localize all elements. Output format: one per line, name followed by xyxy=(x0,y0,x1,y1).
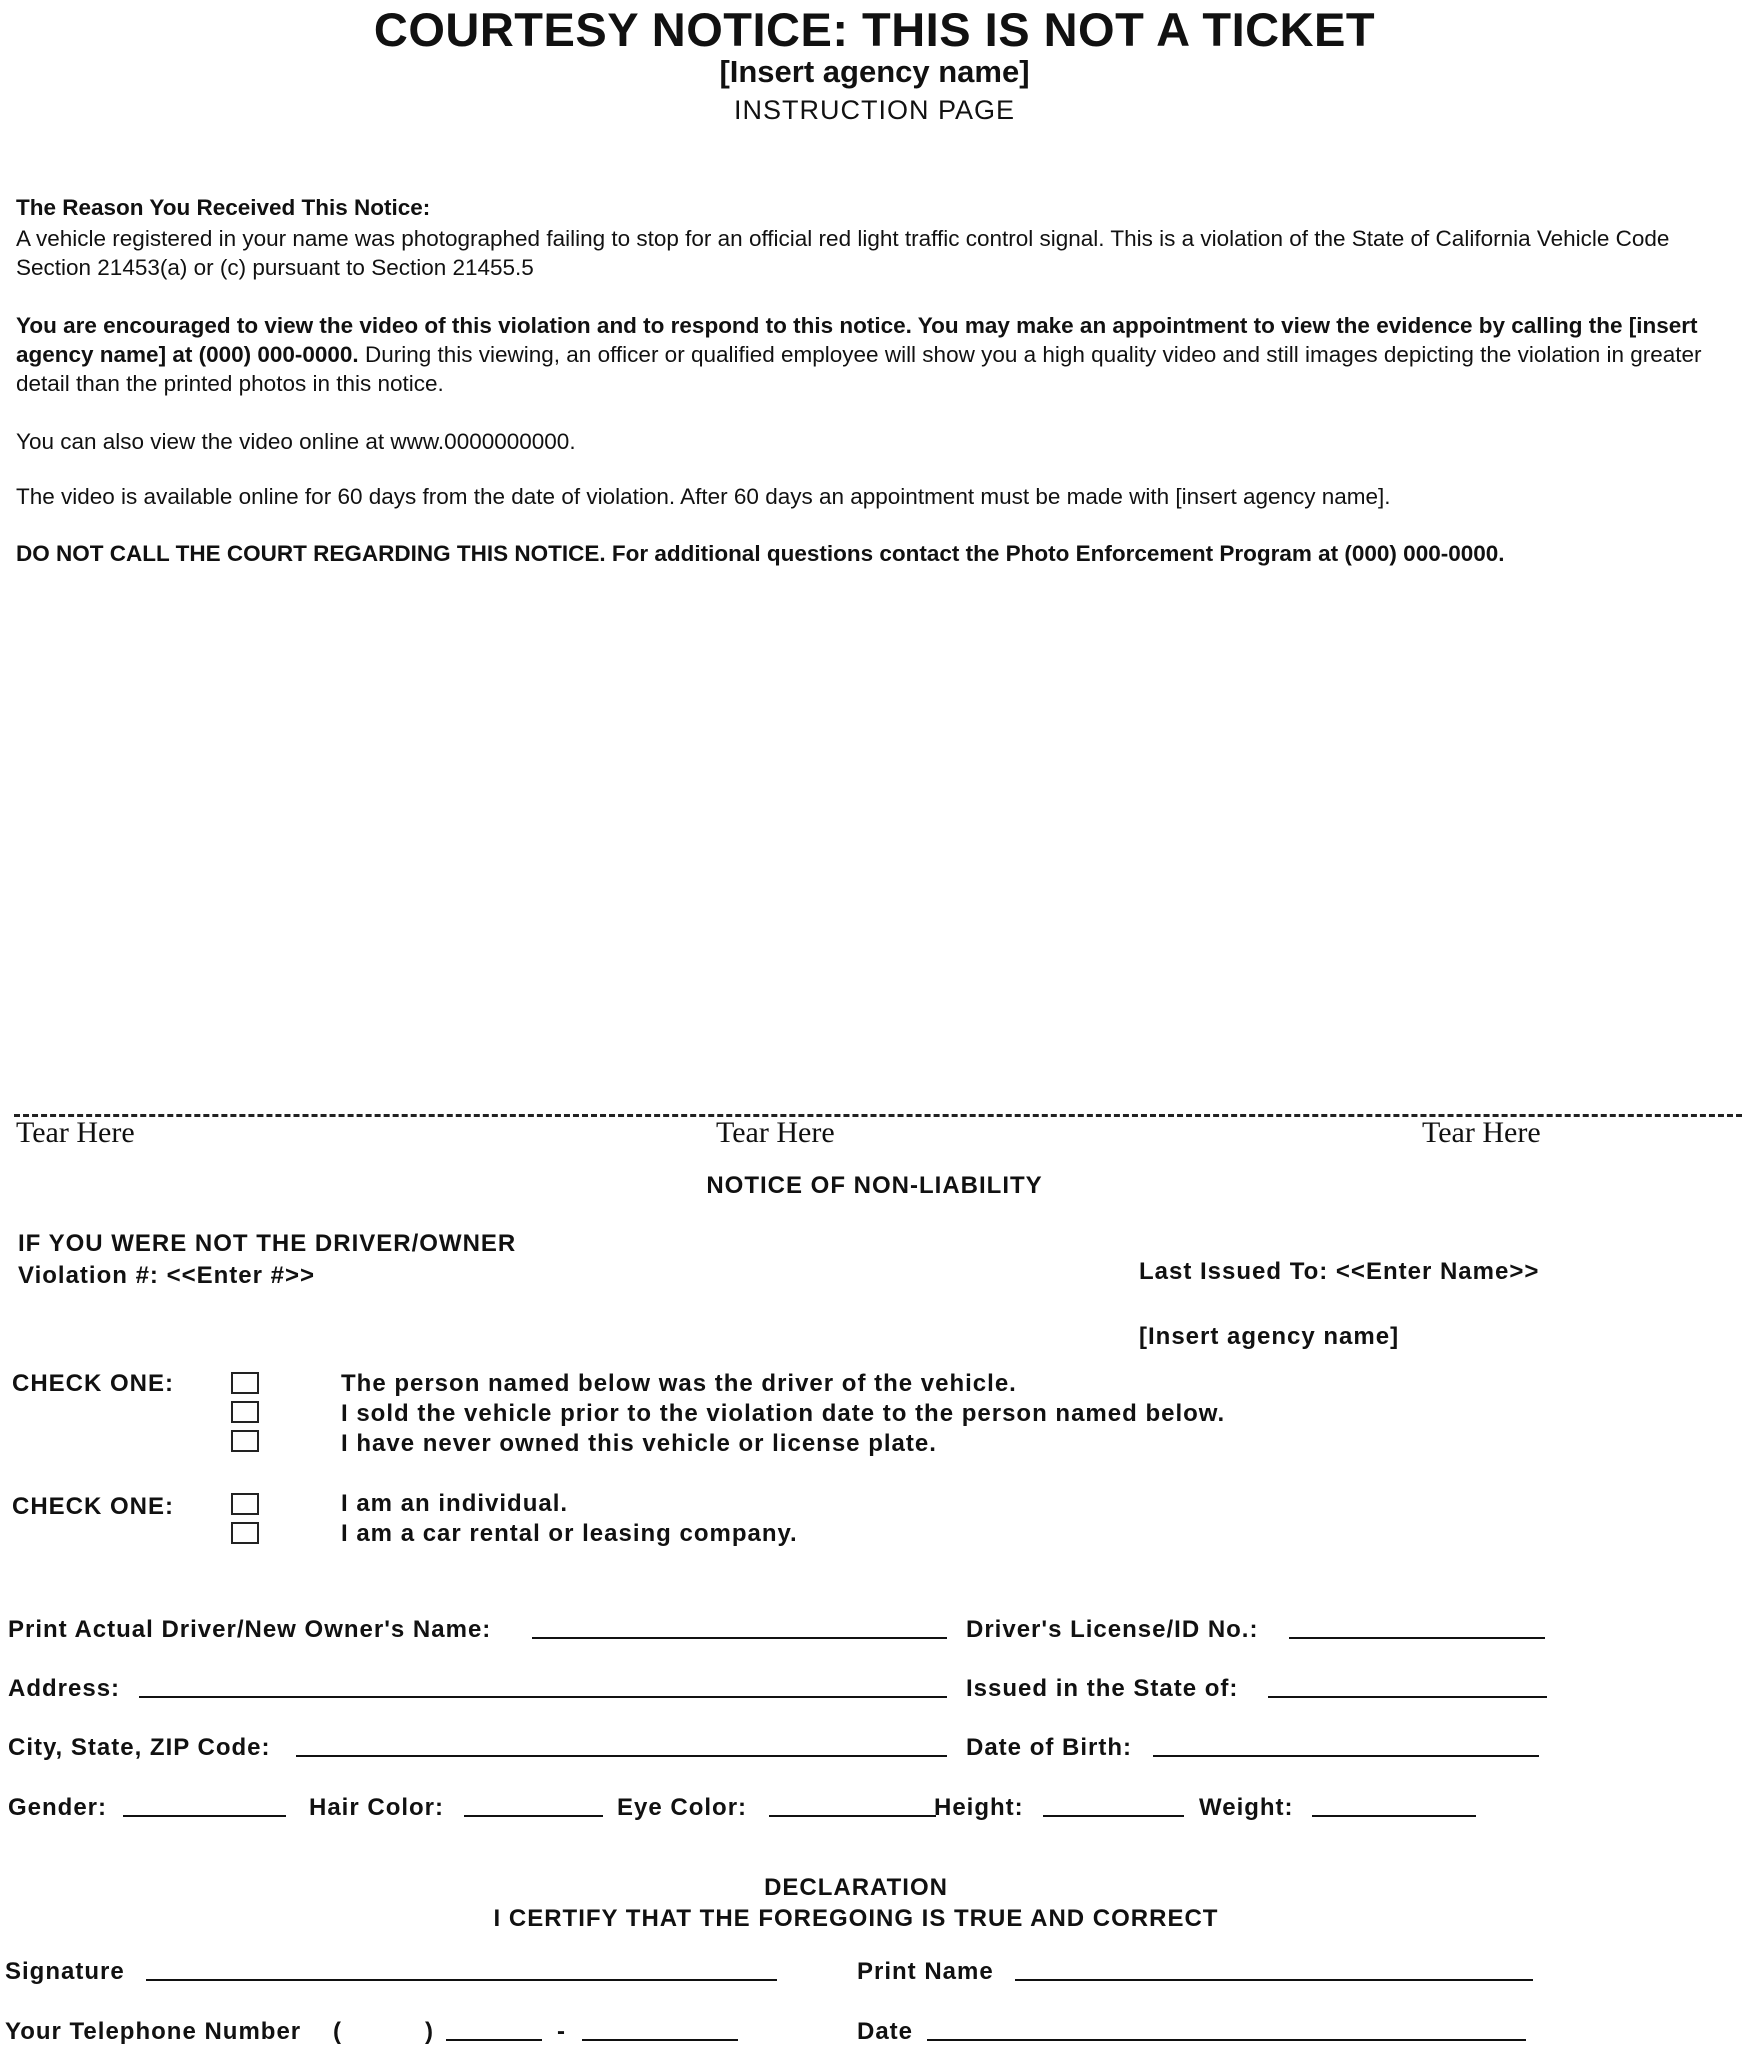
page-label: INSTRUCTION PAGE xyxy=(733,95,1016,125)
option-sold-label: I sold the vehicle prior to the violation date to the person named below. xyxy=(341,1400,1226,1427)
tear-label-center: Tear Here xyxy=(716,1116,835,1149)
reason-text: A vehicle registered in your name was photographed failing to stop for an official red light traffic control signal. This is a violation of the State of California Vehicle Code Section 21453(a) or (c) pursuant to Section 21455.5 xyxy=(16,226,1670,280)
last-issued-to: Last Issued To: <<Enter Name>> xyxy=(1139,1258,1540,1285)
eye-color-field[interactable] xyxy=(769,1815,936,1817)
check-one-label-2: CHECK ONE: xyxy=(12,1493,175,1520)
encourage-paragraph xyxy=(16,311,1736,398)
license-field[interactable] xyxy=(1289,1637,1545,1639)
telephone-line-field[interactable] xyxy=(582,2039,738,2041)
city-state-zip-field[interactable] xyxy=(296,1755,947,1757)
date-label: Date xyxy=(857,2018,914,2045)
weight-field[interactable] xyxy=(1312,1815,1476,1817)
telephone-paren-close: ) xyxy=(425,2018,434,2045)
violation-number: Violation #: <<Enter #>> xyxy=(18,1262,315,1289)
driver-name-field[interactable] xyxy=(532,1637,947,1639)
checkbox-driver[interactable] xyxy=(231,1372,259,1394)
reason-heading: The Reason You Received This Notice: xyxy=(16,195,431,220)
hair-color-field[interactable] xyxy=(464,1815,603,1817)
signature-label: Signature xyxy=(5,1958,125,1985)
encourage-bold: You are encouraged to view the video of this violation and to respond to this notice. You may make an appointment to view the evidence by calling the [insert agency name] at (000) 000-0000. xyxy=(16,313,1698,367)
form-title: NOTICE OF NON-LIABILITY xyxy=(706,1172,1043,1199)
page-title: COURTESY NOTICE: THIS IS NOT A TICKET xyxy=(373,3,1376,56)
eye-color-label: Eye Color: xyxy=(617,1794,748,1821)
option-rental-label: I am a car rental or leasing company. xyxy=(341,1520,798,1547)
gender-label: Gender: xyxy=(8,1794,108,1821)
telephone-dash: - xyxy=(557,2018,566,2045)
not-driver-heading: IF YOU WERE NOT THE DRIVER/OWNER xyxy=(18,1230,517,1257)
dob-label: Date of Birth: xyxy=(966,1734,1132,1761)
checkbox-sold[interactable] xyxy=(231,1401,259,1423)
telephone-prefix-field[interactable] xyxy=(446,2039,542,2041)
court-warning: DO NOT CALL THE COURT REGARDING THIS NOTICE. For additional questions contact the Photo Enforcement Program at (000) 000-0000. xyxy=(16,541,1505,566)
print-name-label: Print Name xyxy=(857,1958,994,1985)
driver-name-label: Print Actual Driver/New Owner's Name: xyxy=(8,1616,492,1643)
city-state-zip-label: City, State, ZIP Code: xyxy=(8,1734,271,1761)
availability-text: The video is available online for 60 days from the date of violation. After 60 days an appointment must be made with [insert agency name]. xyxy=(16,484,1391,509)
option-never-owned-label: I have never owned this vehicle or license plate. xyxy=(341,1430,937,1457)
height-field[interactable] xyxy=(1043,1815,1184,1817)
check-one-label-1: CHECK ONE: xyxy=(12,1370,175,1397)
checkbox-never-owned[interactable] xyxy=(231,1430,259,1452)
option-driver-label: The person named below was the driver of the vehicle. xyxy=(341,1370,1017,1397)
print-name-field[interactable] xyxy=(1015,1979,1533,1981)
dob-field[interactable] xyxy=(1153,1755,1539,1757)
address-field[interactable] xyxy=(139,1696,947,1698)
tear-label-right: Tear Here xyxy=(1422,1116,1541,1149)
option-individual-label: I am an individual. xyxy=(341,1490,569,1517)
declaration-title: DECLARATION xyxy=(764,1874,948,1901)
date-field[interactable] xyxy=(927,2039,1526,2041)
weight-label: Weight: xyxy=(1199,1794,1294,1821)
hair-color-label: Hair Color: xyxy=(309,1794,445,1821)
issued-state-field[interactable] xyxy=(1268,1696,1547,1698)
declaration-text: I CERTIFY THAT THE FOREGOING IS TRUE AND CORRECT xyxy=(493,1905,1219,1932)
agency-name: [Insert agency name] xyxy=(719,54,1030,89)
encourage-text: During this viewing, an officer or qualified employee will show you a high quality video and still images depicting the violation in greater detail than the printed photos in this notice. xyxy=(16,342,1702,396)
issued-state-label: Issued in the State of: xyxy=(966,1675,1239,1702)
tear-label-left: Tear Here xyxy=(16,1116,135,1149)
telephone-paren-open: ( xyxy=(333,2018,342,2045)
address-label: Address: xyxy=(8,1675,121,1702)
license-label: Driver's License/ID No.: xyxy=(966,1616,1259,1643)
telephone-label: Your Telephone Number xyxy=(5,2018,302,2045)
checkbox-individual[interactable] xyxy=(231,1493,259,1515)
gender-field[interactable] xyxy=(123,1815,286,1817)
form-agency-name: [Insert agency name] xyxy=(1139,1323,1400,1350)
checkbox-rental-company[interactable] xyxy=(231,1522,259,1544)
height-label: Height: xyxy=(934,1794,1024,1821)
signature-field[interactable] xyxy=(146,1979,777,1981)
online-text: You can also view the video online at www.0000000000. xyxy=(16,429,576,454)
